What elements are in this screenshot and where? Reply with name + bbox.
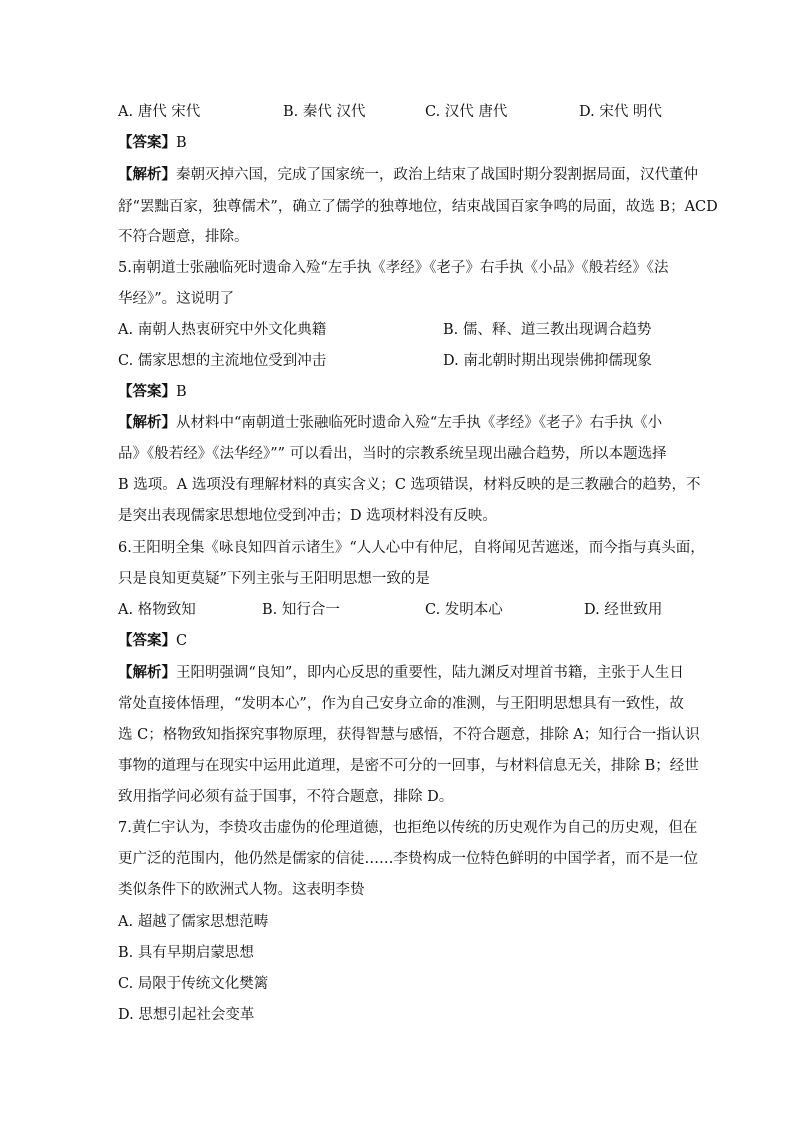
q7-stem-line-3: 类似条件下的欧洲式人物。这表明李贽 — [118, 882, 365, 898]
q4-answer — [118, 133, 678, 153]
analysis-tag: 【解析】 — [118, 166, 176, 183]
q4-option-b: B. 秦代 汉代 — [283, 104, 366, 120]
q5-analysis-line-3: B 选项。A 选项没有理解材料的真实含义；C 选项错误，材料反映的是三教融合的趋势，不 — [118, 477, 701, 493]
q7-stem-line-2: 更广泛的范围内，他仍然是儒家的信徒……李贽构成一位特色鲜明的中国学者，而不是一位 — [118, 851, 698, 867]
analysis-tag: 【解析】 — [118, 664, 176, 681]
q7-stem-line-1: 7.黄仁宇认为，李贽攻击虚伪的伦理道德，也拒绝以传统的历史观作为自己的历史观，但在 — [118, 820, 698, 836]
q6-option-a: A. 格物致知 — [118, 602, 196, 618]
q5-option-b: B. 儒、释、道三教出现调合趋势 — [443, 322, 652, 338]
q4-analysis-line-3: 不符合题意，排除。 — [118, 229, 249, 245]
q4-analysis-line-2: 舒“罢黜百家，独尊儒术”，确立了儒学的独尊地位，结束战国百家争鸣的局面，故选 B；ACD — [118, 199, 718, 215]
q5-stem-line-2: 华经》”。这说明了 — [118, 291, 235, 307]
analysis-text: 王阳明强调“良知”，即内心反思的重要性，陆九渊反对埋首书籍，主张于人生日 — [176, 665, 684, 681]
q4-option-a: A. 唐代 宋代 — [118, 104, 201, 120]
answer-tag: 【答案】 — [118, 383, 176, 400]
analysis-text: 从材料中“南朝道士张融临死时遗命入殓“左手执《孝经》《老子》右手执《小 — [176, 415, 663, 431]
q5-option-a: A. 南朝人热衷研究中外文化典籍 — [118, 322, 327, 338]
analysis-tag: 【解析】 — [118, 414, 176, 431]
answer-value: B — [176, 384, 187, 400]
q5-stem-line-1: 5.南朝道士张融临死时遗命入殓“左手执《孝经》《老子》右手执《小品》《般若经》《法 — [118, 260, 669, 276]
q4-analysis-line-1 — [118, 165, 698, 185]
q6-option-d: D. 经世致用 — [584, 602, 663, 618]
q6-analysis-line-2: 常处直接体悟理，“发明本心”，作为自己安身立命的准测，与王阳明思想具有一致性，故 — [118, 696, 684, 712]
q5-analysis-line-1 — [118, 413, 678, 433]
q6-option-b: B. 知行合一 — [262, 602, 340, 618]
q6-analysis-line-4: 事物的道理与在现实中运用此道理，是密不可分的一回事，与材料信息无关，排除 B；经世 — [118, 758, 699, 774]
q5-option-c: C. 儒家思想的主流地位受到冲击 — [118, 353, 327, 369]
q6-stem-line-1: 6.王阳明全集《咏良知四首示诸生》“人人心中有仲尼，自将闻见苦遮迷，而今指与真头面， — [118, 540, 705, 556]
q6-option-c: C. 发明本心 — [425, 602, 503, 618]
q7-option-b: B. 具有早期启蒙思想 — [118, 945, 254, 961]
q5-analysis-line-4: 是突出表现儒家思想地位受到冲击；D 选项材料没有反映。 — [118, 508, 497, 524]
answer-value: C — [176, 633, 188, 649]
q4-option-d: D. 宋代 明代 — [579, 104, 662, 120]
q5-analysis-line-2: 品》《般若经》《法华经》”” 可以看出，当时的宗教系统呈现出融合趋势，所以本题选择 — [118, 446, 667, 462]
answer-value: B — [176, 135, 187, 151]
q5-option-d: D. 南北朝时期出现崇佛抑儒现象 — [443, 353, 652, 369]
q6-stem-line-2: 只是良知更莫疑”下列主张与王阳明思想一致的是 — [118, 571, 430, 587]
q6-answer — [118, 631, 678, 651]
answer-tag: 【答案】 — [118, 632, 176, 649]
q6-analysis-line-5: 致用指学问必须有益于国事，不符合题意，排除 D。 — [118, 789, 454, 805]
q7-option-d: D. 思想引起社会变革 — [118, 1007, 255, 1023]
analysis-text: 秦朝灭掉六国，完成了国家统一，政治上结束了战国时期分裂割据局面，汉代董仲 — [176, 167, 698, 183]
q5-answer — [118, 382, 678, 402]
q7-option-a: A. 超越了儒家思想范畴 — [118, 914, 269, 930]
answer-tag: 【答案】 — [118, 134, 176, 151]
q7-option-c: C. 局限于传统文化樊篱 — [118, 976, 269, 992]
q4-option-c: C. 汉代 唐代 — [425, 104, 508, 120]
q6-analysis-line-3: 选 C；格物致知指探究事物原理，获得智慧与感悟，不符合题意，排除 A；知行合一指认识 — [118, 727, 700, 743]
q6-analysis-line-1 — [118, 663, 684, 683]
